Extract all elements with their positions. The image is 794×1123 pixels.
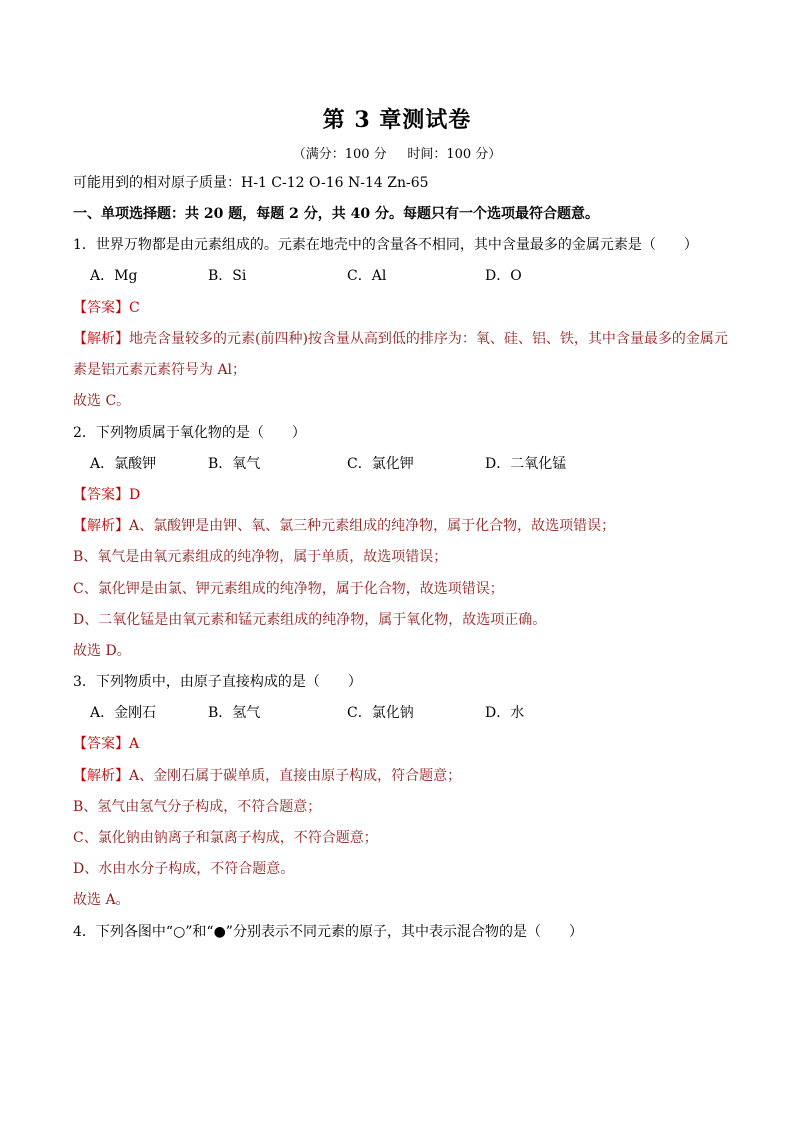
question-1-analysis-line-2: 素是铝元素元素符号为 Al； [73, 362, 247, 378]
question-2-analysis-line-4: D、二氧化锰是由氧元素和锰元素组成的纯净物，属于氧化物，故选项正确。 [73, 612, 547, 628]
answer-tag: 【答案】 [73, 736, 129, 752]
answer-value: A [129, 736, 140, 752]
option-a: A．Mg [90, 268, 138, 284]
option-d: D．二氧化锰 [485, 456, 567, 472]
question-3-analysis-line-3: C、氯化钠由钠离子和氯离子构成，不符合题意； [73, 830, 378, 846]
question-2-analysis-line-5: 故选 D。 [73, 643, 131, 659]
question-1-analysis-line-3: 故选 C。 [73, 393, 131, 409]
answer-tag: 【答案】 [73, 300, 129, 316]
question-1-stem: 1．世界万物都是由元素组成的。元素在地壳中的含量各不相同，其中含量最多的金属元素是（ ） [73, 237, 698, 253]
option-d: D．O [485, 268, 522, 284]
question-2-analysis-line-1 [73, 516, 615, 536]
option-d: D．水 [485, 705, 525, 721]
analysis-tag: 【解析】 [73, 331, 129, 347]
page-subtitle: （满分：100 分 时间：100 分） [292, 147, 502, 162]
atomic-mass-line: 可能用到的相对原子质量：H-1 C-12 O-16 N-14 Zn-65 [73, 175, 429, 191]
option-a: A．金刚石 [90, 705, 157, 721]
analysis-text: 地壳含量较多的元素(前四种)按含量从高到低的排序为：氧、硅、铝、铁，其中含量最多的金属元 [129, 331, 728, 347]
question-3-options [90, 703, 690, 723]
option-c: C．氯化钾 [347, 456, 414, 472]
section-heading: 一、单项选择题：共 20 题，每题 2 分，共 40 分。每题只有一个选项最符合题意。 [73, 206, 599, 222]
page-title: 第 3 章测试卷 [322, 107, 472, 133]
question-2-stem: 2．下列物质属于氧化物的是（ ） [73, 425, 306, 441]
analysis-text: A、氯酸钾是由钾、氧、氯三种元素组成的纯净物，属于化合物，故选项错误； [129, 518, 616, 534]
question-2-options [90, 454, 690, 474]
question-4-stem: 4．下列各图中“○”和“●”分别表示不同元素的原子，其中表示混合物的是（ ） [73, 924, 583, 940]
question-1-analysis-line-1 [73, 329, 728, 349]
option-b: B．氢气 [208, 705, 261, 721]
option-c: C．Al [347, 268, 387, 284]
question-1-answer [73, 298, 140, 318]
question-3-analysis-line-2: B、氢气由氢气分子构成，不符合题意； [73, 799, 322, 815]
option-a: A．氯酸钾 [90, 456, 157, 472]
question-2-analysis-line-3: C、氯化钾是由氯、钾元素组成的纯净物，属于化合物，故选项错误； [73, 581, 504, 597]
question-3-analysis-line-1 [73, 766, 461, 786]
question-3-answer [73, 734, 139, 754]
analysis-tag: 【解析】 [73, 768, 129, 784]
question-1-options [90, 266, 690, 286]
question-2-answer [73, 485, 140, 505]
option-c: C．氯化钠 [347, 705, 414, 721]
answer-tag: 【答案】 [73, 487, 129, 503]
option-b: B．氧气 [208, 456, 261, 472]
question-3-analysis-line-5: 故选 A。 [73, 892, 130, 908]
option-b: B．Si [208, 268, 247, 284]
question-2-analysis-line-2: B、氧气是由氧元素组成的纯净物，属于单质，故选项错误； [73, 549, 448, 565]
answer-value: D [129, 487, 141, 503]
analysis-text: A、金刚石属于碳单质，直接由原子构成，符合题意； [129, 768, 462, 784]
answer-value: C [129, 300, 140, 316]
question-3-analysis-line-4: D、水由水分子构成，不符合题意。 [73, 861, 295, 877]
analysis-tag: 【解析】 [73, 518, 129, 534]
question-3-stem: 3．下列物质中，由原子直接构成的是（ ） [73, 674, 362, 690]
